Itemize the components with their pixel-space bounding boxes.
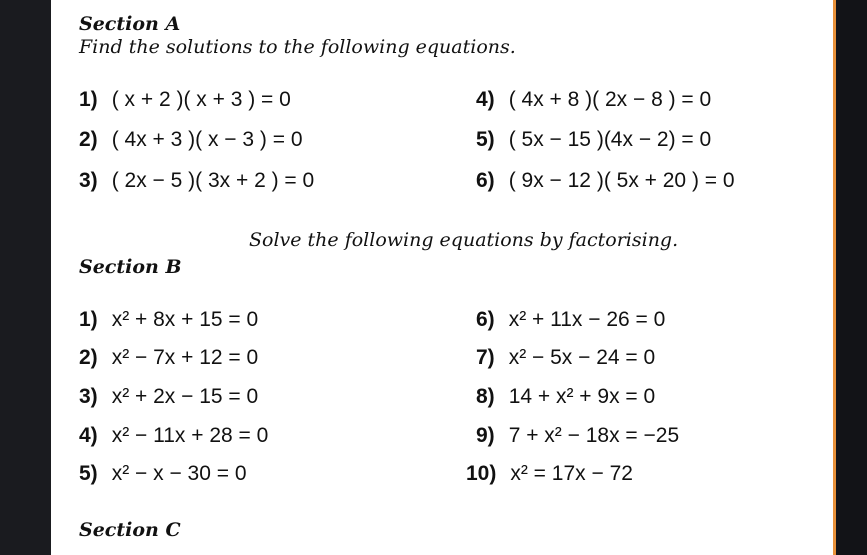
- equation: ( x + 2 )( x + 3 ) = 0: [111, 88, 291, 111]
- equation: 14 + x² + 9x = 0: [508, 385, 656, 408]
- right-margin: [836, 0, 867, 555]
- equation: ( 5x − 15 )(4x − 2) = 0: [508, 128, 712, 151]
- question-a6: [476, 169, 735, 193]
- question-number: 10): [466, 462, 497, 485]
- equation: x² + 11x − 26 = 0: [508, 308, 666, 331]
- question-number: 4): [476, 88, 495, 111]
- equation: ( 4x + 8 )( 2x − 8 ) = 0: [508, 88, 712, 111]
- question-b9: [476, 424, 679, 448]
- question-b3: [79, 385, 258, 409]
- question-number: 6): [476, 308, 495, 331]
- equation: x² + 2x − 15 = 0: [111, 385, 259, 408]
- question-number: 9): [476, 424, 495, 447]
- question-b8: [476, 385, 655, 409]
- question-a1: [79, 88, 291, 112]
- question-b5: [79, 462, 247, 486]
- question-b6: [476, 308, 665, 332]
- equation: 7 + x² − 18x = −25: [508, 424, 680, 447]
- question-a2: [79, 128, 303, 152]
- section-b-instruction: Solve the following equations by factorising.: [249, 229, 679, 251]
- question-b2: [79, 346, 258, 370]
- section-a-instruction: Find the solutions to the following equations.: [79, 36, 516, 58]
- question-b1: [79, 308, 258, 332]
- question-b7: [476, 346, 655, 370]
- equation: x² + 8x + 15 = 0: [111, 308, 259, 331]
- question-a5: [476, 128, 711, 152]
- question-number: 3): [79, 169, 98, 192]
- question-number: 6): [476, 169, 495, 192]
- question-number: 5): [476, 128, 495, 151]
- question-a4: [476, 88, 711, 112]
- equation: ( 2x − 5 )( 3x + 2 ) = 0: [111, 169, 315, 192]
- section-b-heading: Section B: [79, 256, 182, 278]
- question-number: 1): [79, 88, 98, 111]
- equation: x² − 11x + 28 = 0: [111, 424, 269, 447]
- question-b4: [79, 424, 268, 448]
- question-number: 2): [79, 346, 98, 369]
- equation: ( 9x − 12 )( 5x + 20 ) = 0: [508, 169, 735, 192]
- question-number: 1): [79, 308, 98, 331]
- section-c-heading: Section C: [79, 519, 181, 541]
- equation: x² = 17x − 72: [510, 462, 633, 485]
- question-number: 2): [79, 128, 98, 151]
- equation: x² − x − 30 = 0: [111, 462, 247, 485]
- equation: ( 4x + 3 )( x − 3 ) = 0: [111, 128, 303, 151]
- section-a-heading: Section A: [79, 13, 181, 35]
- question-b10: [466, 462, 633, 486]
- equation: x² − 7x + 12 = 0: [111, 346, 259, 369]
- question-number: 8): [476, 385, 495, 408]
- equation: x² − 5x − 24 = 0: [508, 346, 656, 369]
- question-number: 4): [79, 424, 98, 447]
- question-a3: [79, 169, 314, 193]
- question-number: 5): [79, 462, 98, 485]
- question-number: 7): [476, 346, 495, 369]
- question-number: 3): [79, 385, 98, 408]
